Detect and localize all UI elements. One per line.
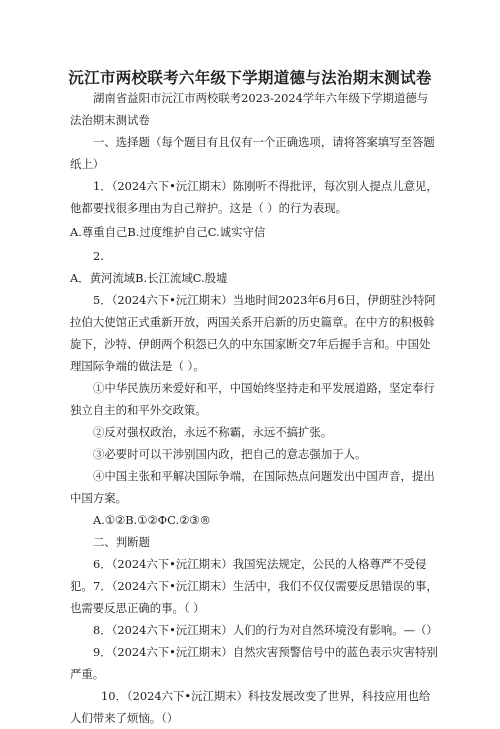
question-8: 8．（2024六下•沅江期末）人们的行为对自然环境没有影响。—（）: [93, 623, 438, 637]
question-1: 1．（2024六下•沅江期末）陈刚听不得批评，每次别人提点儿意见，他都要找很多理由为自己辩护。这是（ ）的行为表现。: [70, 179, 438, 215]
question-7: 7．（2024六下•沅江期末）生活中，我们不仅仅需要反思错误的事，也需要反思正确的事。（ ）: [70, 579, 438, 615]
question-5-statement-4: ④中国主张和平解决国际争端，在国际热点问题发出中国声音，提出中国方案。: [70, 469, 435, 505]
question-5-statement-1: ①中华民族历来爱好和平，中国始终坚持走和平发展道路，坚定奉行独立自主的和平外交政策。: [70, 381, 435, 417]
question-5-statement-2: ②反对强权政治，永远不称霸，永远不搞扩张。: [93, 425, 333, 439]
question-1-options: A.尊重自己B.过度维护自己C.诚实守信: [70, 225, 266, 239]
question-2: 2.: [93, 249, 104, 263]
question-2-options: A．黄河流域B.长江流域C.殷墟: [70, 271, 228, 285]
question-9: 9．（2024六下•沅江期末）自然灾害预警信号中的蓝色表示灾害特别严重。: [70, 645, 438, 681]
question-5: 5．（2024六下•沅江期末）当地时间2023年6月6日，伊朗驻沙特阿拉伯大使馆正式重新开放，两国关系开启新的历史篇章。在中方的积极斡旋下，沙特、伊朗两个积怨已久的中东国家断交7年后握手言和。中国处理国际争端的做法是（ ）。: [70, 293, 436, 373]
section-judgment-heading: 二、判断题: [93, 535, 150, 549]
section-choice-heading: 一、选择题（每个题目有且仅有一个正确选项，请将答案填写至答题纸上）: [70, 135, 435, 171]
question-6: 6．（2024六下•沅江期末）我国宪法规定，公民的人格尊严不受侵犯。: [70, 557, 427, 593]
question-5-statement-3: ③必要时可以干涉别国内政，把自己的意志强加于人。: [93, 447, 367, 461]
intro-paragraph: 湖南省益阳市沅江市两校联考2023-2024学年六年级下学期道德与法治期末测试卷: [70, 91, 429, 127]
question-10: 10．（2024六下•沅江期末）科技发展改变了世界，科技应用也给人们带来了烦恼。（）: [70, 689, 431, 725]
question-5-options: A.①②B.①②ФC.②③®: [93, 513, 211, 527]
document-title: 沅江市两校联考六年级下学期道德与法治期末测试卷: [68, 69, 432, 87]
